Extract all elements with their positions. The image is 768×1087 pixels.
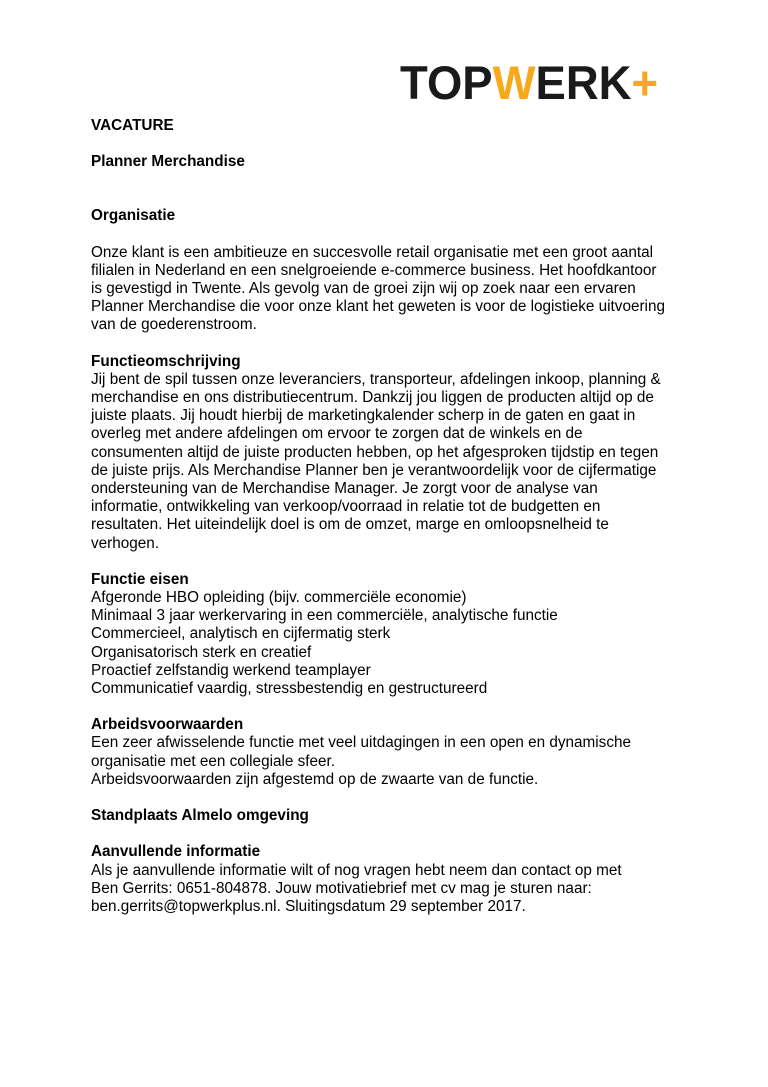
paragraph-line: juiste plaats. Jij houdt hierbij de marketingkalender scherp in de gaten en gaat in — [91, 407, 636, 425]
section-arbeidsvoorwaarden — [91, 716, 691, 789]
job-title: Planner Merchandise — [91, 153, 245, 171]
paragraph-line: de juiste prijs. Als Merchandise Planner ben je verantwoordelijk voor de cijfermatige — [91, 461, 657, 479]
paragraph-line: Planner Merchandise die voor onze klant het geweten is voor de logistieke uitvoering — [91, 298, 665, 316]
paragraph-line: informatie, ontwikkeling van verkoop/voorraad in relatie tot de budgetten en — [91, 498, 601, 516]
paragraph-line: merchandise en ons distributiecentrum. Dankzij jou liggen de producten altijd op de — [91, 389, 654, 407]
requirement-item: Commercieel, analytisch en cijfermatig sterk — [91, 625, 391, 643]
section-functieomschrijving — [91, 353, 691, 553]
topwerk-logo — [400, 58, 680, 106]
paragraph-line: Jij bent de spil tussen onze leveranciers, transporteur, afdelingen inkoop, planning & — [91, 370, 661, 388]
paragraph-line: Arbeidsvoorwaarden zijn afgestemd op de zwaarte van de functie. — [91, 770, 539, 788]
document-body — [91, 117, 691, 916]
paragraph-line: filialen in Nederland en een snelgroeiende e-commerce business. Het hoofdkantoor — [91, 261, 657, 279]
section-heading: Standplaats Almelo omgeving — [91, 807, 309, 825]
section-heading: Functieomschrijving — [91, 352, 241, 370]
section-organisatie — [91, 207, 691, 334]
requirement-item: Communicatief vaardig, stressbestendig en gestructureerd — [91, 680, 488, 698]
section-functie-eisen — [91, 571, 691, 698]
requirement-item: Organisatorisch sterk en creatief — [91, 643, 312, 661]
paragraph-line: Onze klant is een ambitieuze en succesvolle retail organisatie met een groot aantal — [91, 243, 654, 261]
paragraph-line: ondersteuning van de Merchandise Manager. Je zorgt voor de analyse van — [91, 480, 598, 498]
paragraph-line: is gevestigd in Twente. Als gevolg van de groei zijn wij op zoek naar een ervaren — [91, 280, 636, 298]
vacancy-label: VACATURE — [91, 117, 174, 134]
paragraph-line: resultaten. Het uiteindelijk doel is om de omzet, marge en omloopsnelheid te — [91, 516, 609, 534]
paragraph-line: van de goederenstroom. — [91, 316, 257, 334]
paragraph-line: consumenten altijd de juiste producten hebben, op het afgesproken tijdstip en tegen — [91, 443, 659, 461]
contact-line: ben.gerrits@topwerkplus.nl. Sluitingsdatum 29 september 2017. — [91, 897, 526, 915]
section-heading: Organisatie — [91, 207, 176, 225]
paragraph-line: organisatie met een collegiale sfeer. — [91, 752, 336, 770]
section-heading: Aanvullende informatie — [91, 843, 261, 861]
section-heading: Functie eisen — [91, 570, 189, 588]
paragraph-line: verhogen. — [91, 534, 160, 552]
paragraph-line: Als je aanvullende informatie wilt of nog vragen hebt neem dan contact op met — [91, 861, 622, 879]
requirement-item: Afgeronde HBO opleiding (bijv. commerciële economie) — [91, 589, 467, 607]
paragraph-line: Ben Gerrits: 0651-804878. Jouw motivatiebrief met cv mag je sturen naar: — [91, 879, 592, 897]
section-heading: Arbeidsvoorwaarden — [91, 716, 244, 734]
requirement-item: Proactief zelfstandig werkend teamplayer — [91, 661, 371, 679]
section-aanvullende-informatie — [91, 843, 691, 916]
logo-text: TOPWERK+ — [400, 58, 659, 106]
paragraph-line: overleg met andere afdelingen om ervoor te zorgen dat de winkels en de — [91, 425, 583, 443]
section-standplaats — [91, 807, 691, 825]
requirement-item: Minimaal 3 jaar werkervaring in een commerciële, analytische functie — [91, 607, 558, 625]
paragraph-line: Een zeer afwisselende functie met veel uitdagingen in een open en dynamische — [91, 734, 631, 752]
